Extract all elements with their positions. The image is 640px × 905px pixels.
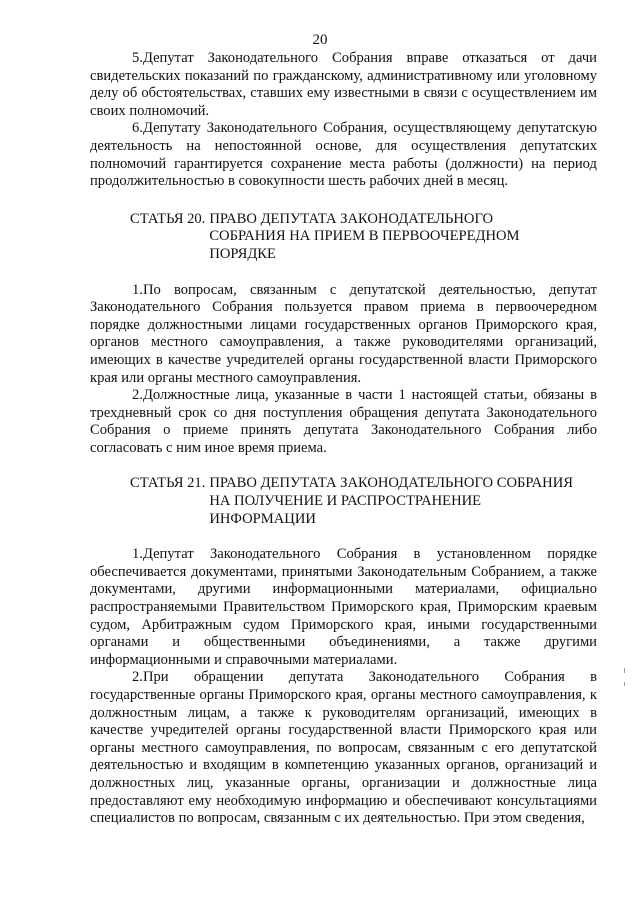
article-21-part-1: 1.Депутат Законодательного Собрания в установленном порядке обеспечивается документами, принятыми Законодательным Собранием, а также документами, другими информационными материалами, официально распространяемыми Правительством Приморского края, Приморским краевым судом, Арбитражным судом Приморского края, иными государственными органами и общественными объединениями, а также другими информационными и справочными материалами.: [90, 546, 597, 668]
article-20-part-2: 2.Должностные лица, указанные в части 1 настоящей статьи, обязаны в трехдневный срок со дня поступления обращения депутата Законодательного Собрания о приеме принять депутата Законодательного Собрания либо согласовать с ним иное время приема.: [90, 387, 597, 456]
article-20-heading: [90, 211, 597, 264]
article-21-part-2: 2.При обращении депутата Законодательного Собрания в государственные органы Приморского края, органы местного самоуправления, к должностным лицам, а также к руководителям организаций, имеющих в качестве учредителей органы государственной власти Приморского края или органы местного самоуправления, по вопросам, связанным с его депутатской деятельностью и входящим в компетенцию указанных органов, организаций и должностных лиц, указанные органы, организации и должностные лица предоставляют ему необходимую информацию и обеспечивают консультациями специалистов по вопросам, связанным с их деятельностью. При этом сведения,: [90, 669, 597, 827]
article-20-part-1: 1.По вопросам, связанным с депутатской деятельностью, депутат Законодательного Собрания пользуется правом приема в первоочередном порядке должностными лицами государственных органов Приморского края, органов местного самоуправления, а также руководителями организаций, имеющих в качестве учредителей органы государственной власти Приморского края или органы местного самоуправления.: [90, 281, 597, 386]
scan-artifact-mark: [624, 668, 625, 673]
article-20-number: СТАТЬЯ 20.: [130, 210, 206, 227]
paragraph-deputy-testimony: 5.Депутат Законодательного Собрания вправе отказаться от дачи свидетельских показаний по гражданскому, административному или уголовному делу об обстоятельствах, ставших ему известными в связи с осуществлением им своих полномочий.: [90, 50, 597, 119]
page-number: 20: [312, 32, 328, 48]
article-20-title: ПРАВО ДЕПУТАТА ЗАКОНОДАТЕЛЬНОГО СОБРАНИЯ НА ПРИЕМ В ПЕРВООЧЕРЕДНОМ ПОРЯДКЕ: [209, 210, 520, 262]
article-21-heading: [90, 475, 597, 528]
article-21-title: ПРАВО ДЕПУТАТА ЗАКОНОДАТЕЛЬНОГО СОБРАНИЯ НА ПОЛУЧЕНИЕ И РАСПРОСТРАНЕНИЕ ИНФОРМАЦИИ: [209, 475, 573, 527]
page-content: [90, 50, 597, 828]
scan-artifact-mark: [624, 682, 625, 686]
article-21-number: СТАТЬЯ 21.: [130, 475, 206, 492]
paragraph-job-guarantee: 6.Депутату Законодательного Собрания, осуществляющему депутатскую деятельность на непостоянной основе, для осуществления депутатских полномочий гарантируется сохранение места работы (должности) на период продолжительностью в совокупности шесть рабочих дней в месяц.: [90, 120, 597, 190]
